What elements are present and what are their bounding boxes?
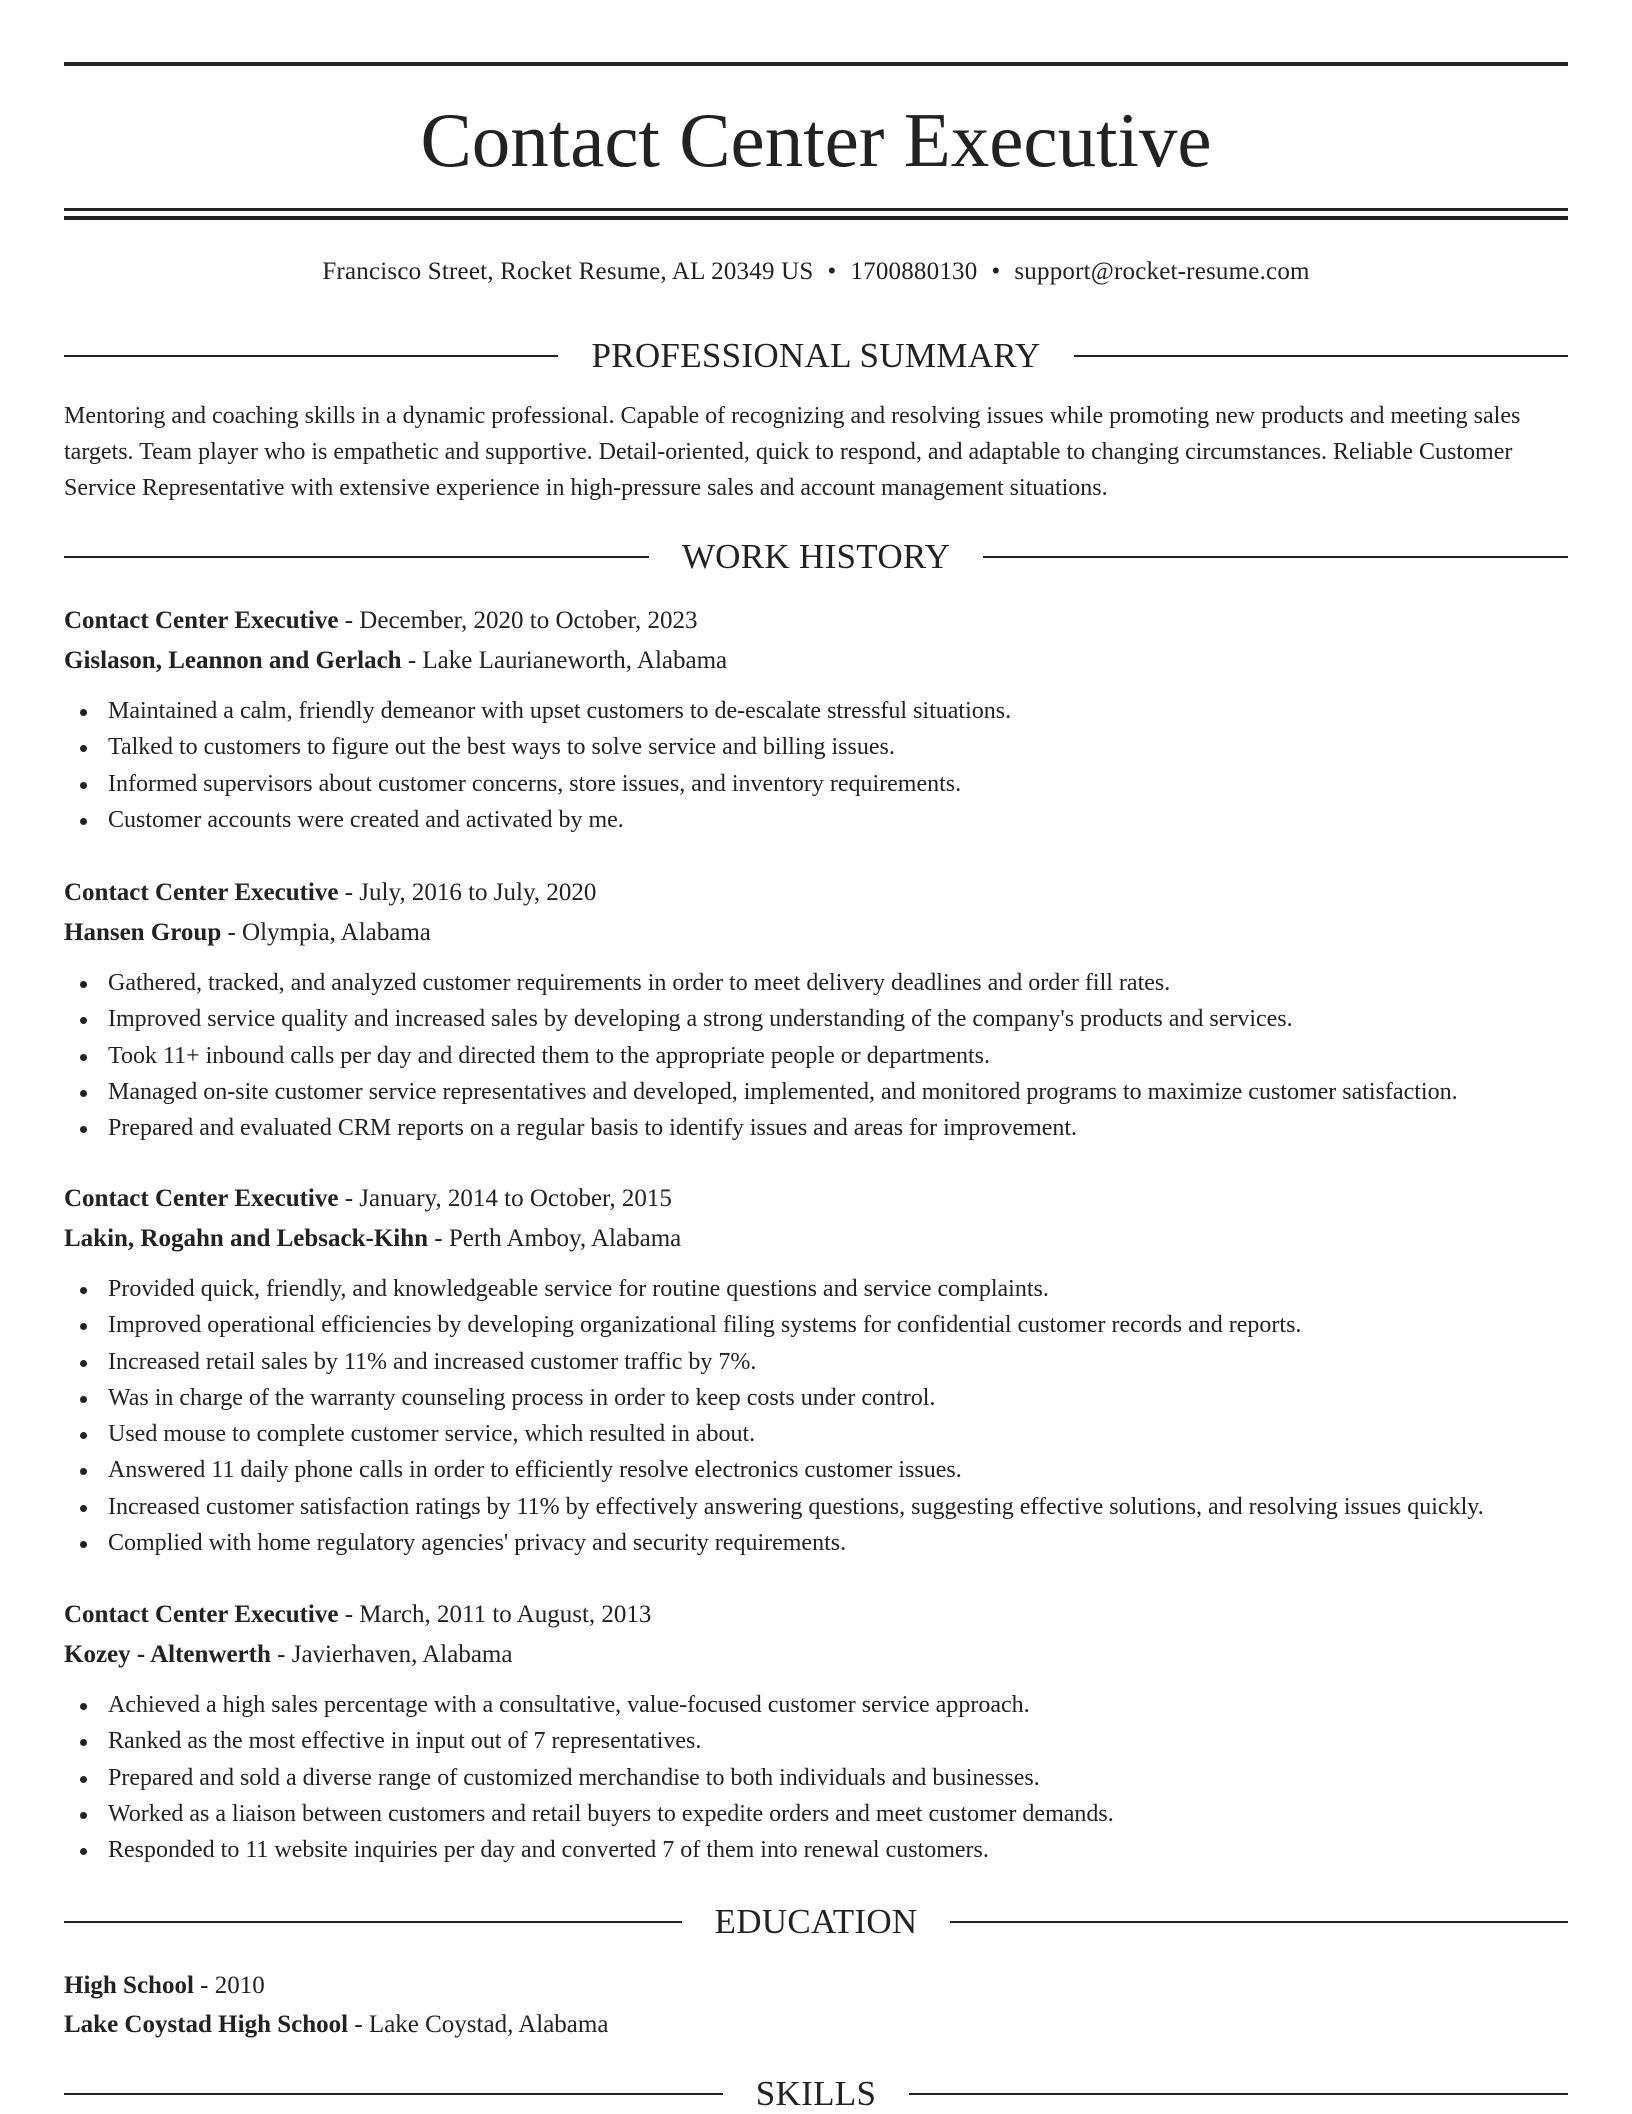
contact-email[interactable]: support@rocket-resume.com: [1014, 258, 1310, 285]
contact-address: Francisco Street, Rocket Resume, AL 20349 US: [322, 258, 814, 285]
job-title-line: [64, 1595, 1568, 1635]
job-dates: - January, 2014 to October, 2015: [338, 1185, 672, 1212]
candidate-name: Contact Center Executive: [420, 97, 1212, 183]
job-company-line: [64, 913, 1568, 953]
job-entry: [64, 873, 1568, 1146]
job-title: Contact Center Executive: [64, 879, 339, 906]
job-company-line: [64, 641, 1568, 681]
job-bullet: Increased retail sales by 11% and increased customer traffic by 7%.: [108, 1344, 1568, 1380]
header-rule-upper: [64, 208, 1568, 211]
education-degree-line: [64, 1966, 1568, 2005]
job-company-line: [64, 1635, 1568, 1675]
job-bullet: Answered 11 daily phone calls in order to efficiently resolve electronics customer issues.: [108, 1452, 1568, 1488]
job-dates: - December, 2020 to October, 2023: [338, 607, 698, 634]
job-entry: [64, 1595, 1568, 1868]
header-rule-lower: [64, 216, 1568, 220]
job-entry: [64, 601, 1568, 838]
section-title: PROFESSIONAL SUMMARY: [591, 336, 1041, 375]
job-bullet: Took 11+ inbound calls per day and directed them to the appropriate people or departments.: [108, 1038, 1568, 1074]
heading-rule-right: [1074, 355, 1568, 357]
education-location: - Lake Coystad, Alabama: [348, 2011, 609, 2038]
job-bullet: Informed supervisors about customer concerns, store issues, and inventory requirements.: [108, 766, 1568, 802]
job-bullets: [64, 965, 1568, 1146]
job-title: Contact Center Executive: [64, 1601, 339, 1628]
job-bullet: Ranked as the most effective in input out of 7 representatives.: [108, 1723, 1568, 1759]
job-title-line: [64, 601, 1568, 641]
job-title-line: [64, 873, 1568, 913]
heading-rule-left: [64, 2093, 723, 2095]
job-bullet: Worked as a liaison between customers and retail buyers to expedite orders and meet customer demands.: [108, 1796, 1568, 1832]
job-bullets: [64, 693, 1568, 838]
job-company: Lakin, Rogahn and Lebsack-Kihn: [64, 1225, 429, 1252]
job-bullet: Used mouse to complete customer service, which resulted in about.: [108, 1416, 1568, 1452]
section-heading-work-history: [64, 537, 1568, 577]
job-dates: - March, 2011 to August, 2013: [338, 1601, 652, 1628]
top-rule: [64, 62, 1568, 66]
heading-rule-left: [64, 1921, 682, 1923]
heading-rule-left: [64, 355, 558, 357]
contact-separator: •: [827, 258, 837, 285]
job-title: Contact Center Executive: [64, 1185, 339, 1212]
job-bullet: Maintained a calm, friendly demeanor with upset customers to de-escalate stressful situations.: [108, 693, 1568, 729]
section-heading-education: [64, 1902, 1568, 1942]
job-bullets: [64, 1687, 1568, 1868]
job-dates: - July, 2016 to July, 2020: [338, 879, 597, 906]
job-bullet: Achieved a high sales percentage with a consultative, value-focused customer service approach.: [108, 1687, 1568, 1723]
contact-phone: 1700880130: [850, 258, 978, 285]
job-company: Gislason, Leannon and Gerlach: [64, 647, 402, 674]
section-title: WORK HISTORY: [681, 537, 951, 576]
section-title: EDUCATION: [714, 1902, 918, 1941]
heading-rule-right: [950, 1921, 1568, 1923]
education-school-line: [64, 2005, 1568, 2044]
summary-text: Mentoring and coaching skills in a dynamic professional. Capable of recognizing and resolving issues while promoting new products and meeting sales targets. Team player who is empathetic and supportive. Detail-oriented, quick to respond, and adaptable to changing circumstances. Reliable Customer Service Representative with extensive experience in high-pressure sales and account management situations.: [64, 403, 1521, 501]
job-bullet: Responded to 11 website inquiries per day and converted 7 of them into renewal customers.: [108, 1832, 1568, 1868]
job-bullet: Gathered, tracked, and analyzed customer requirements in order to meet delivery deadlines and order fill rates.: [108, 965, 1568, 1001]
job-location: - Javierhaven, Alabama: [270, 1641, 513, 1668]
heading-rule-left: [64, 556, 649, 558]
job-bullet: Prepared and sold a diverse range of customized merchandise to both individuals and businesses.: [108, 1760, 1568, 1796]
heading-rule-right: [909, 2093, 1568, 2095]
job-entry: [64, 1179, 1568, 1561]
heading-rule-right: [983, 556, 1568, 558]
section-title: SKILLS: [755, 2074, 877, 2113]
job-bullet: Talked to customers to figure out the best ways to solve service and billing issues.: [108, 729, 1568, 765]
job-location: - Perth Amboy, Alabama: [428, 1225, 682, 1252]
job-location: - Olympia, Alabama: [221, 919, 431, 946]
job-bullet: Prepared and evaluated CRM reports on a regular basis to identify issues and areas for improvement.: [108, 1110, 1568, 1146]
section-heading-summary: [64, 336, 1568, 376]
job-bullet: Improved operational efficiencies by developing organizational filing systems for confidential customer records and reports.: [108, 1307, 1568, 1343]
job-bullet: Provided quick, friendly, and knowledgeable service for routine questions and service complaints.: [108, 1271, 1568, 1307]
job-bullets: [64, 1271, 1568, 1561]
job-title-line: [64, 1179, 1568, 1219]
job-company-line: [64, 1219, 1568, 1259]
education-school: Lake Coystad High School: [64, 2011, 349, 2038]
job-bullet: Managed on-site customer service representatives and developed, implemented, and monitored programs to maximize customer satisfaction.: [108, 1074, 1568, 1110]
contact-line: [64, 254, 1568, 290]
job-company: Kozey - Altenwerth: [64, 1641, 271, 1668]
job-bullet: Improved service quality and increased sales by developing a strong understanding of the company's products and services.: [108, 1001, 1568, 1037]
job-bullet: Customer accounts were created and activated by me.: [108, 802, 1568, 838]
education-year: - 2010: [193, 1972, 265, 1999]
education-entry: [64, 1966, 1568, 2044]
job-location: - Lake Laurianeworth, Alabama: [401, 647, 728, 674]
job-bullet: Increased customer satisfaction ratings by 11% by effectively answering questions, suggesting effective solutions, and resolving issues quickly.: [108, 1489, 1568, 1525]
job-bullet: Complied with home regulatory agencies' privacy and security requirements.: [108, 1525, 1568, 1561]
education-degree: High School: [64, 1972, 194, 1999]
job-title: Contact Center Executive: [64, 607, 339, 634]
section-heading-skills: [64, 2074, 1568, 2114]
job-bullet: Was in charge of the warranty counseling process in order to keep costs under control.: [108, 1380, 1568, 1416]
contact-separator: •: [991, 258, 1001, 285]
job-company: Hansen Group: [64, 919, 222, 946]
